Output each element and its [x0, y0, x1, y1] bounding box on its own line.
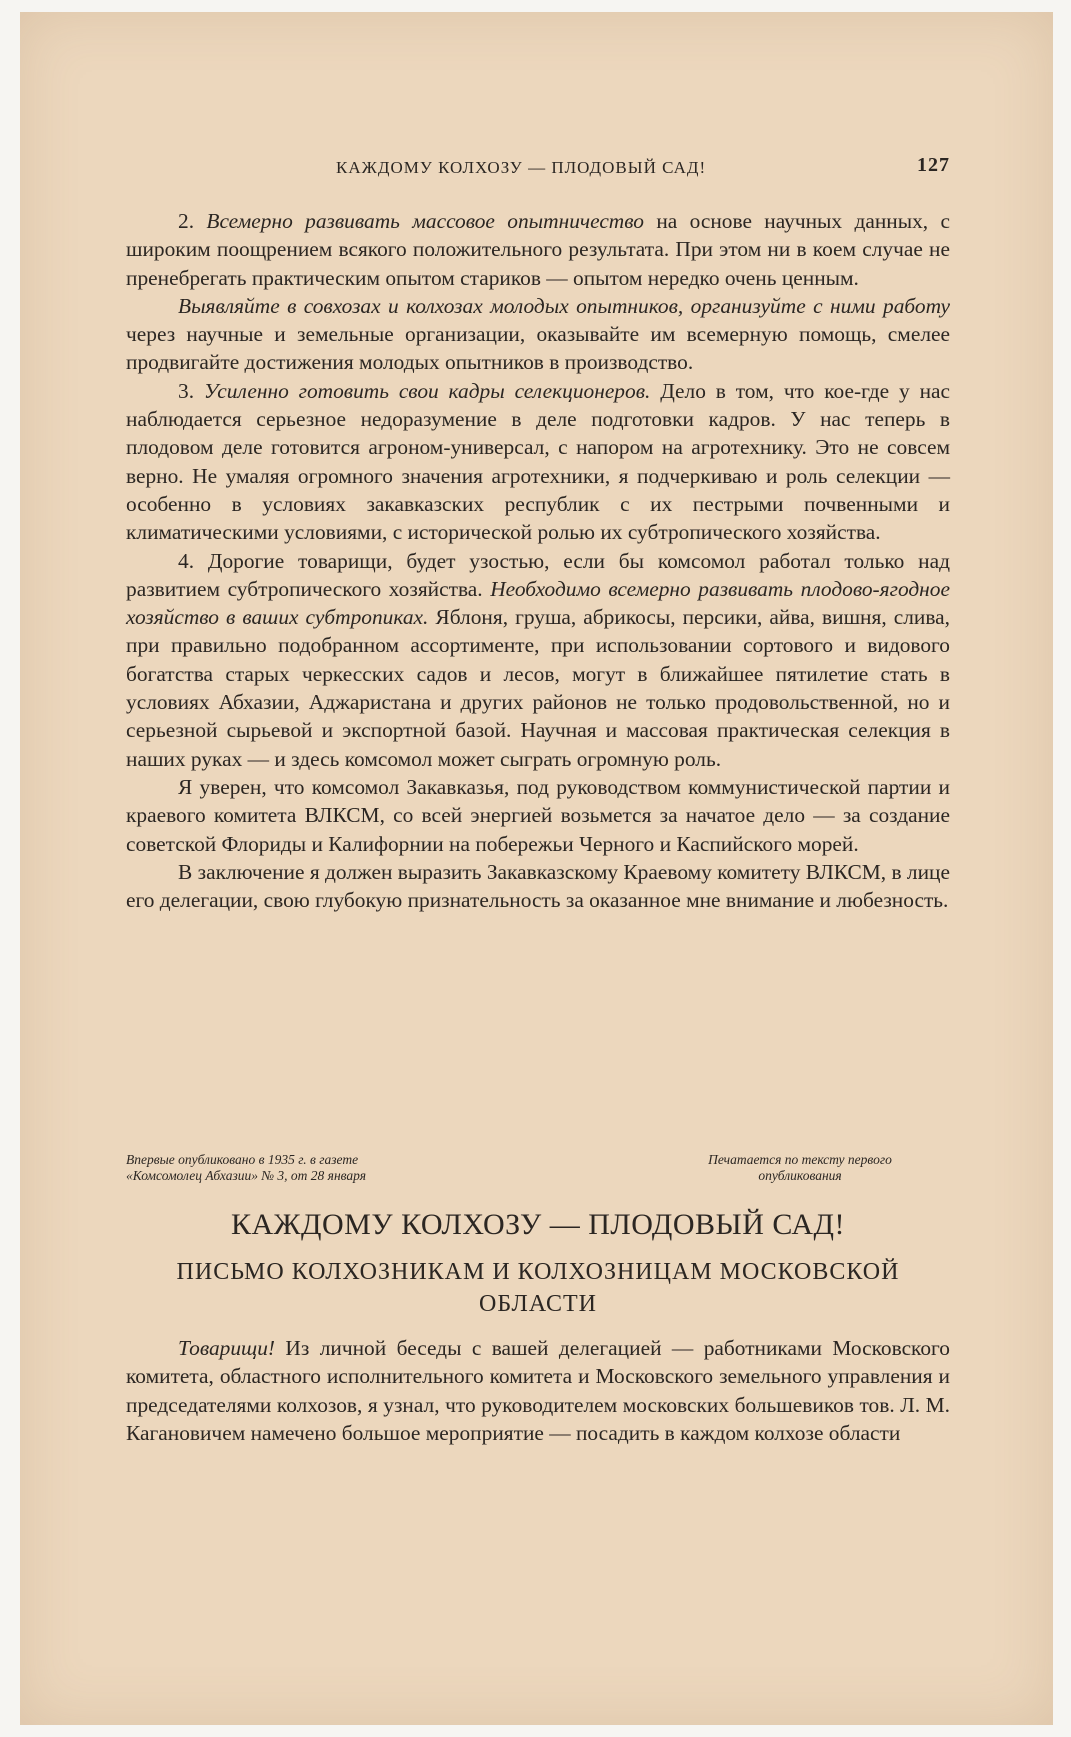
text-run: Яблоня, груша, абрикосы, персики, айва, вишня, слива, при правильно подобранном ассортименте, при использовании сортового и видового богатства старых черкесских садов и лесов, могут в ближайшее пятилетие стать в условиях Абхазии, Аджаристана и других районов не только продовольственной, но и серьезной сырьевой и экспортной базой. Научная и массовая практическая селекция в наших руках — и здесь комсомол может сыграть огромную роль.: [126, 605, 950, 771]
text-run: через научные и земельные организации, оказывайте им всемерную помощь, смелее продвигайте достижения молодых опытников в производство.: [126, 322, 950, 375]
letter-text: [126, 1334, 950, 1447]
paragraph: [126, 377, 950, 547]
paragraph: [126, 1334, 950, 1447]
subtitle-line: ОБЛАСТИ: [479, 1291, 597, 1317]
text-run: 2.: [178, 209, 207, 233]
italic-text: Усиленно готовить свои кадры селекционеров.: [203, 378, 651, 403]
note-line: опубликования: [758, 1168, 842, 1183]
paragraph: [126, 292, 950, 377]
note-line: Печатается по тексту первого: [708, 1152, 892, 1167]
paragraph: [126, 207, 950, 292]
text-run: Я уверен, что комсомол Закавказья, под руководством коммунистической партии и краевого комитета ВЛКСМ, со всей энергией возьмется за начатое дело — за создание советской Флориды и Калифорнии на побережьи Черного и Каспийского морей.: [126, 774, 950, 856]
body-text: [126, 207, 950, 914]
first-published-note: [126, 1152, 546, 1184]
text-run: В заключение я должен выразить Закавказскому Краевому комитету ВЛКСМ, в лице его делегации, свою глубокую признательность за оказанное мне внимание и любезность.: [126, 859, 950, 913]
text-run: 3.: [178, 378, 204, 403]
book-page: [20, 12, 1053, 1725]
text-run: на основе научных данных, с широким поощрением всякого положительного результата. При этом ни в коем случае не пренебрегать практическим опытом стариков — опытом нередко очень ценным.: [126, 209, 951, 290]
italic-text: Товарищи!: [178, 1336, 276, 1360]
running-title: КАЖДОМУ КОЛХОЗУ — ПЛОДОВЫЙ САД!: [336, 158, 707, 177]
paragraph: [126, 547, 950, 773]
paragraph: [126, 773, 950, 858]
page-header: [126, 154, 950, 180]
text-run: 4. Дорогие товарищи, будет узостью, если бы комсомол работал только над развитием субтропического хозяйства.: [126, 548, 950, 601]
section-title: КАЖДОМУ КОЛХОЗУ — ПЛОДОВЫЙ САД!: [231, 1208, 845, 1241]
note-line: «Комсомолец Абхазии» № 3, от 28 января: [126, 1168, 367, 1183]
publication-notes: [126, 1152, 950, 1188]
italic-text: Всемерно развивать массовое опытничество: [206, 209, 644, 233]
section-subtitle: [126, 1256, 950, 1320]
paragraph: [126, 858, 950, 915]
italic-text: Необходимо всемерно развивать плодово-ягодное хозяйство в ваших субтропиках.: [126, 576, 950, 630]
text-run: Дело в том, что кое-где у нас наблюдается серьезное недоразумение в деле подготовки кадров. У нас теперь в плодовом деле готовится агроном-универсал, с напором на агротехнику. Это не совсем верно. Не умаляя огромного значения агротехники, я подчеркиваю и роль селекции — особенно в условиях закавказских республик с их пестрыми почвенными и климатическими условиями, с исторической ролью их субтропического хозяйства.: [126, 378, 951, 545]
subtitle-line: ПИСЬМО КОЛХОЗНИКАМ И КОЛХОЗНИЦАМ МОСКОВСКОЙ: [176, 1259, 900, 1285]
note-line: Впервые опубликовано в 1935 г. в газете: [126, 1152, 359, 1167]
text-run: Из личной беседы с вашей делегацией — работниками Московского комитета, областного исполнительного комитета и Московского земельного управления и председателями колхозов, я узнал, что руководителем московских большевиков тов. Л. М. Кагановичем намечено большое мероприятие — посадить в каждом колхозе области: [126, 1336, 950, 1445]
source-note: [650, 1152, 950, 1184]
page-number: 127: [917, 154, 950, 176]
italic-text: Выявляйте в совхозах и колхозах молодых опытников, организуйте с ними работу: [178, 293, 950, 318]
